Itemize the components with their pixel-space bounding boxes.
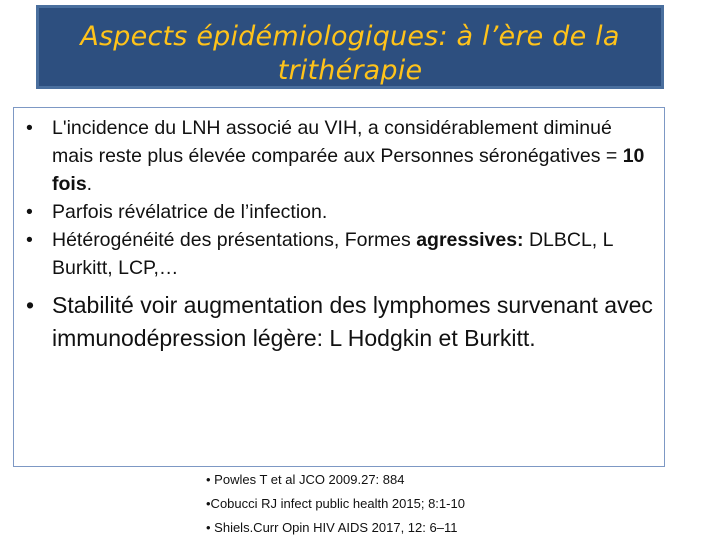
bullet-text: L'incidence du LNH associé au VIH, a considérablement diminué mais reste plus élevée comparée aux Personnes séronégatives = [52,117,623,167]
slide-title-line-1: Aspects épidémiologiques: à l’ère de la [80,21,620,52]
bullet-bold-text: agressives: [416,229,524,251]
slide-title-box [36,5,664,89]
bullet-text: Hétérogénéité des présentations, Formes [52,229,417,251]
bullet-bold-text: 10 fois [52,145,645,195]
slide-title-line-2: trithérapie [277,55,423,86]
bullet-item-incidence [14,114,664,198]
bullet-text: Parfois révélatrice de l’infection. [52,201,328,223]
content-box [13,107,665,467]
bullet-marker: • [26,117,33,139]
bullet-text: Stabilité voir augmentation des lymphomes survenant avec immunodépression légère: L Hodgkin et Burkitt. [52,292,653,351]
bullet-item-revelatrice [14,198,664,226]
reference-item: • Powles T et al JCO 2009.27: 884 [206,472,405,487]
bullet-item-heterogeneite [14,226,664,282]
bullet-item-stabilite [14,289,664,355]
bullet-marker: • [26,229,33,251]
reference-item: •Cobucci RJ infect public health 2015; 8:1-10 [206,496,465,511]
bullet-text-after: . [86,173,93,195]
bullet-marker: • [26,292,35,318]
bullet-list [14,108,664,355]
slide-title [39,20,661,88]
bullet-text-after: DLBCL, L Burkitt, LCP,… [52,229,613,279]
references-block [206,468,626,540]
bullet-marker: • [26,201,33,223]
reference-item: • Shiels.Curr Opin HIV AIDS 2017, 12: 6–11 [206,520,458,535]
